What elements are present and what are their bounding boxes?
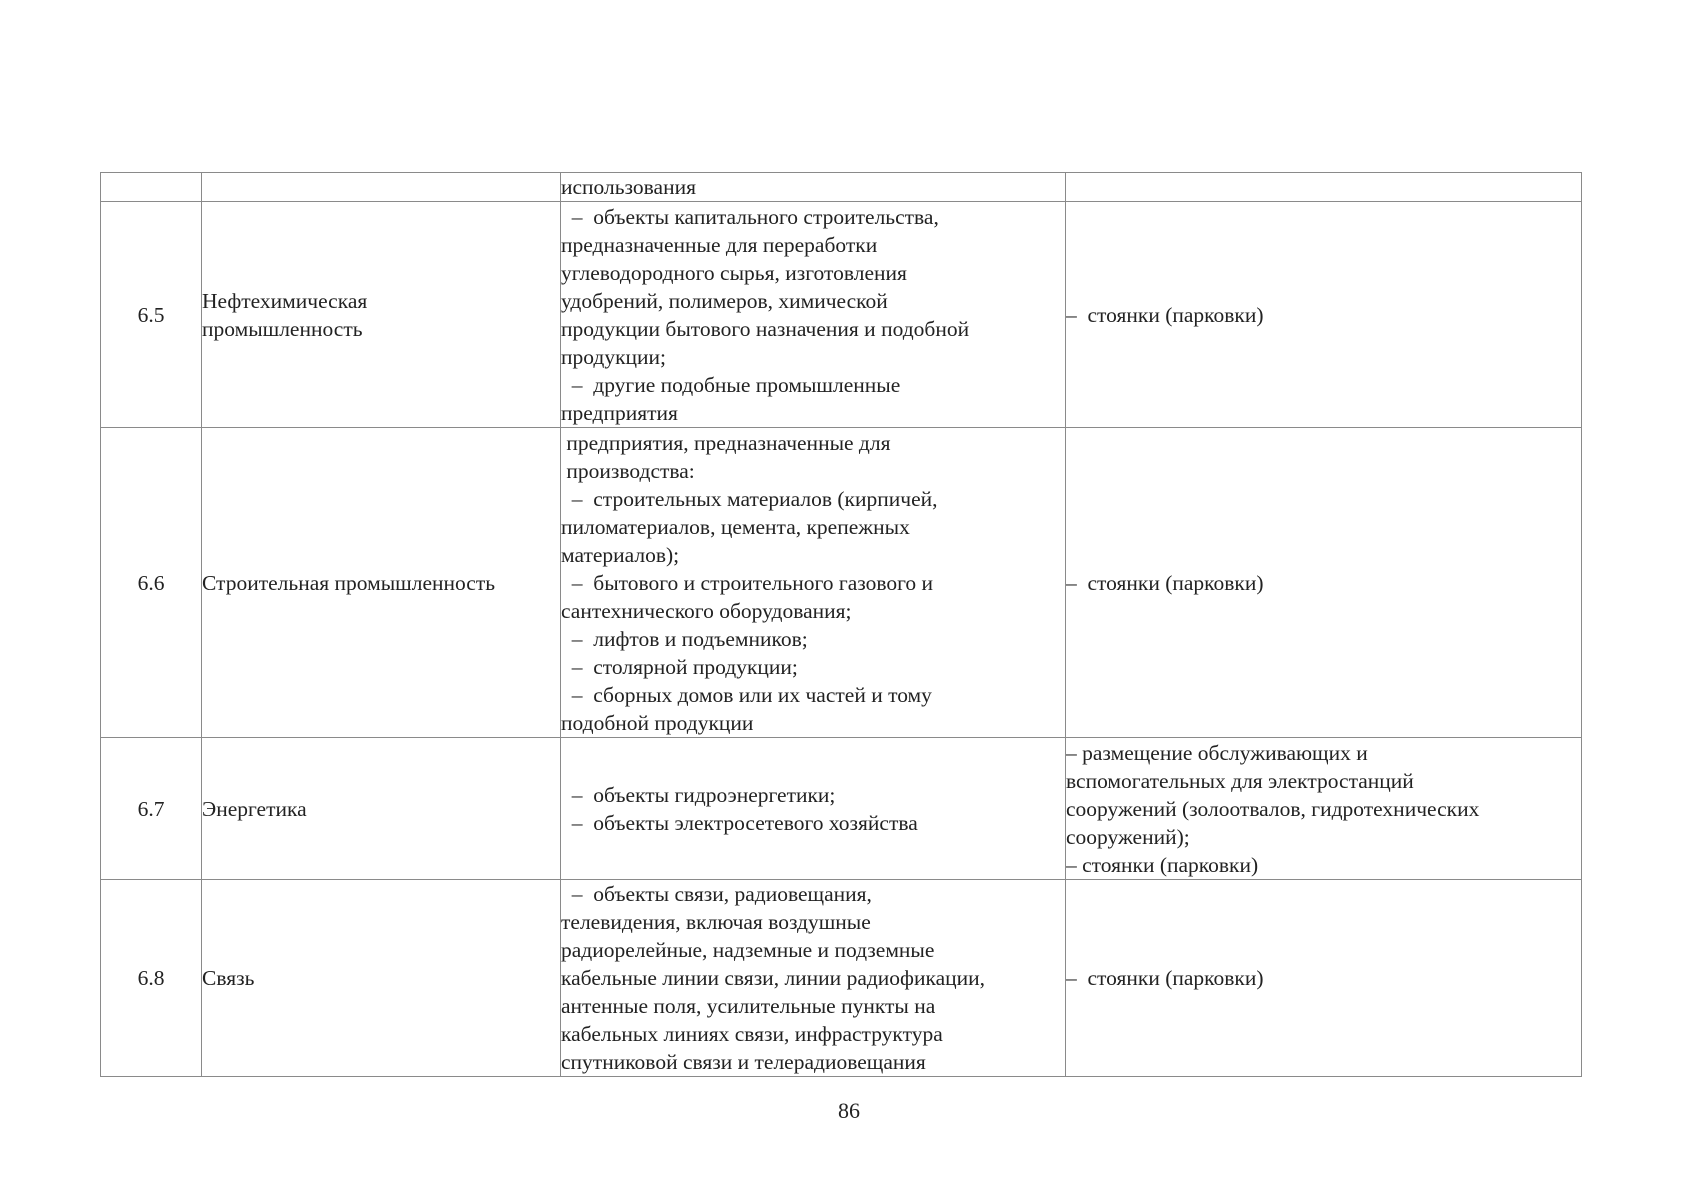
code-cell: 6.6	[101, 428, 202, 738]
description-cell: – объекты капитального строительства, предназначенные для переработки углеводородного сырья, изготовления удобрений, полимеров, химической продукции бытового назначения и подобной продукции; – другие подобные промышленные предприятия	[561, 202, 1066, 428]
name-cell	[202, 173, 561, 202]
description-cell: – объекты гидроэнергетики; – объекты электросетевого хозяйства	[561, 738, 1066, 880]
land-use-table	[100, 172, 1582, 1077]
table-row	[101, 173, 1582, 202]
name-cell: Энергетика	[202, 738, 561, 880]
description-cell: использования	[561, 173, 1066, 202]
code-cell: 6.7	[101, 738, 202, 880]
name-cell: Строительная промышленность	[202, 428, 561, 738]
table-row	[101, 428, 1582, 738]
page-number: 86	[838, 1098, 860, 1123]
auxiliary-use-cell: – размещение обслуживающих и вспомогательных для электростанций сооружений (золоотвалов, гидротехнических сооружений); – стоянки (парковки)	[1066, 738, 1582, 880]
auxiliary-use-cell: – стоянки (парковки)	[1066, 428, 1582, 738]
description-cell: предприятия, предназначенные для производства: – строительных материалов (кирпичей, пиломатериалов, цемента, крепежных материалов); – бытового и строительного газового и сантехнического оборудования; – лифтов и подъемников; – столярной продукции; – сборных домов или их частей и тому подобной продукции	[561, 428, 1066, 738]
description-cell: – объекты связи, радиовещания, телевидения, включая воздушные радиорелейные, надземные и подземные кабельные линии связи, линии радиофикации, антенные поля, усилительные пункты на кабельных линиях связи, инфраструктура спутниковой связи и телерадиовещания	[561, 880, 1066, 1077]
code-cell: 6.5	[101, 202, 202, 428]
code-cell	[101, 173, 202, 202]
table-row	[101, 738, 1582, 880]
code-cell: 6.8	[101, 880, 202, 1077]
name-cell: Связь	[202, 880, 561, 1077]
auxiliary-use-cell: – стоянки (парковки)	[1066, 880, 1582, 1077]
auxiliary-use-cell	[1066, 173, 1582, 202]
auxiliary-use-cell: – стоянки (парковки)	[1066, 202, 1582, 428]
name-cell: Нефтехимическая промышленность	[202, 202, 561, 428]
table-row	[101, 202, 1582, 428]
table-row	[101, 880, 1582, 1077]
